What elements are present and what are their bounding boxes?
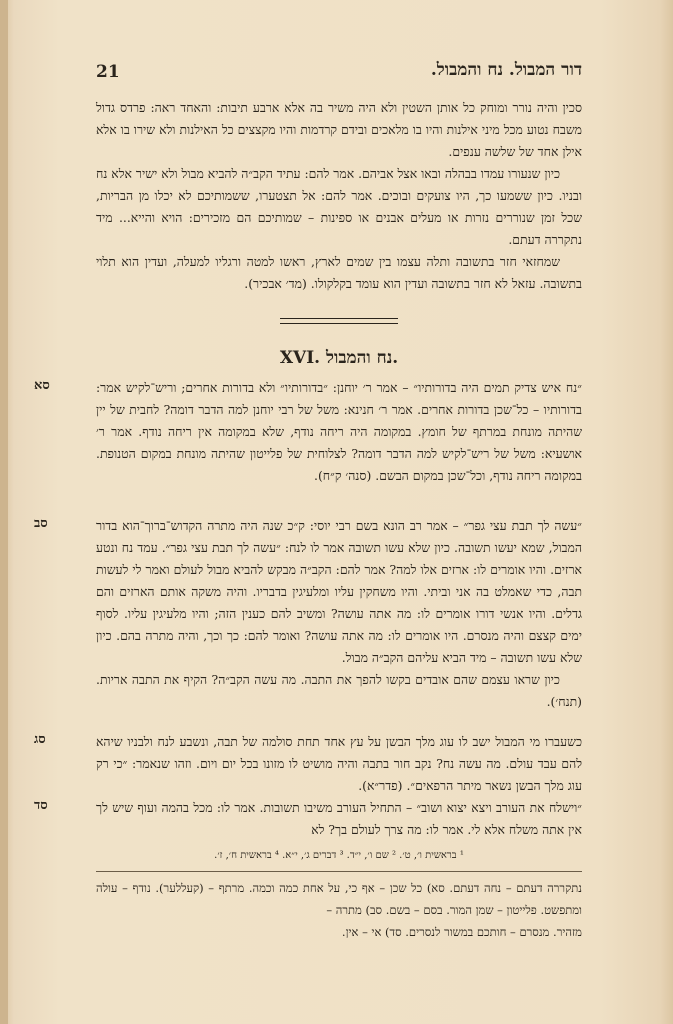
entry-61 — [34, 377, 582, 487]
section-title: XVI. נח והמבול. — [279, 348, 399, 368]
running-title: דור המבול. נח והמבול. — [430, 60, 582, 80]
glossary-notes — [96, 877, 582, 943]
page-header — [96, 60, 582, 88]
footnote-references: ¹ בראשית ו׳, ט׳. ² שם ו׳, י״ד. ³ דברים ג׳, י״א. ⁴ בראשית ח׳, ז׳. — [214, 850, 464, 861]
paragraph: כיון שנעורו עמדו בבהלה ובאו אצל אביהם. אמר להם: עתיד הקב״ה להביא מבול ולא ישיר אלא נח ובניו. כיון ששמעו כך, היו צועקים ובוכים. אמר להם: אל תצטערו, ששמותיכם לא יכלו מן הבריות, שכל זמן שנוררים נזרות או מעלים אבנים או ספינות – שמותיכם הם מזכירים: הויא והייא... מיד נתקררה דעתם. — [96, 166, 582, 247]
continued-text-block — [96, 97, 582, 295]
entry-63 — [34, 731, 582, 797]
glossary-line: מזהיר. מנסרם – חותכם במשור לנסרים. סד) אי – אין. — [341, 925, 582, 939]
paragraph: סכין והיה נורר ומוחק כל אותן השטין ולא היה משיר בה אלא ארבע תיבות: והאחד ראה: פרדס גדול משבח נטוע מכל מיני אילנות והיו בו מלאכים ובידם קרדמות והיו מקצצים כל האילנות ולא שירו בו אלא אילן אחד של שלשה ענפים. — [96, 100, 582, 159]
entry-label: סב — [34, 516, 48, 531]
entry-paragraph: ״וישלח את העורב ויצא יצוא ושוב״ – התחיל העורב משיבו תשובות. אמר לו: מכל בהמה ועוף שיש לך אין אתה משלח אלא לי. אמר לו: מה צרך לעולם בך? לא — [96, 800, 582, 837]
glossary-line: נתקררה דעתם – נחה דעתם. סא) כל שכן – אף כי, על אחת כמה וכמה. מרתף – (קעללער). נודף – עולה ומתפשט. פלייטון – שמן המור. בסם – בשם. סב) מתרה – — [96, 881, 582, 917]
page-spine-shadow — [0, 0, 8, 1024]
entry-64 — [34, 797, 582, 841]
footnote-separator — [96, 871, 582, 872]
entry-label: סא — [34, 378, 50, 393]
entry-paragraph: כיון שראו עצמם שהם אובדים בקשו להפך את התבה. מה עשה הקב״ה? הקיף את התבה אריות. (תנח׳). — [96, 672, 582, 709]
entry-label: סד — [34, 798, 48, 813]
entry-paragraph: ״עשה לך תבת עצי גפר״ – אמר רב הונא בשם רבי יוסי: ק״כ שנה היה מתרה הקדוש־ברוך־הוא בדור המבול, שמא יעשו תשובה. כיון שלא עשו תשובה אמר לו לנח: ״עשה לך תבת עצי גפר״. עמד נח ונטע ארזים. והיו אומרים לו: ארזים אלו למה? אמר להם: הקב״ה מבקש להביא מבול לעולם ואמר לי לעשות תבה, כדי שאמלט בה אני וביתי. והיו משחקין עליו ומלעיגין בדבריו. והיה משקה אותם הארזים והם גדלים. והיו אנשי דורו אומרים לו: מה אתה עושה? ומשיב להם כענין הזה; והיו מלעיגין עליו. לסוף ימים קצצם והיה מנסרם. היו אומרים לו: מה אתה עושה? ואומר להם: כך וכך, והיה מתרה בהם. כיון שלא עשו תשובה – מיד הביא עליהם הקב״ה מבול. — [96, 518, 582, 665]
page-number: 21 — [96, 62, 120, 82]
entry-label: סג — [34, 732, 46, 747]
entry-paragraph: ״נח איש צדיק תמים היה בדורותיו״ – אמר ר׳ יוחנן: ״בדורותיו״ ולא בדורות אחרים; וריש־לקיש אמר: בדורותיו – כל־שכן בדורות אחרים. אמר ר׳ חנינא: משל של רבי יוחנן למה הדבר דומה? לחבית של יין שהיתה מונחת במרתף של חומץ. במקומה היה ריחה נודף, שלא במקומה אין ריחה נודף. אמר ר׳ אושעיא: משל של ריש־לקיש למה הדבר דומה? לצלוחית של פלייטון שהיתה מונחת במקום הטנופת. במקומה ריחה נודף, וכל־שכן במקום הבשם. (סנה׳ ק״ח). — [96, 380, 582, 483]
section-divider-bottom — [280, 323, 398, 324]
entry-62 — [34, 515, 582, 713]
entry-paragraph: כשעברו מי המבול ישב לו עוג מלך הבשן על עץ אחד תחת סולמה של תבה, ונשבע לנח ולבניו שיהא להם עבד עולם. מה עשה נח? נקב חור בתבה והיה מושיט לו מזונו בכל יום ויום. וזהו שנאמר: ״כי רק עוג מלך הבשן נשאר מיתר הרפאים״. (פדר״א). — [96, 734, 582, 793]
section-divider-top — [280, 318, 398, 319]
paragraph: שמחזאי חזר בתשובה ותלה עצמו בין שמים לארץ, ראשו למטה ורגליו למעלה, ועדין הוא תלוי בתשובה. עזאל לא חזר בתשובה ועדין הוא עומד בקלקולו. (מד׳ אבכיר). — [96, 254, 582, 291]
